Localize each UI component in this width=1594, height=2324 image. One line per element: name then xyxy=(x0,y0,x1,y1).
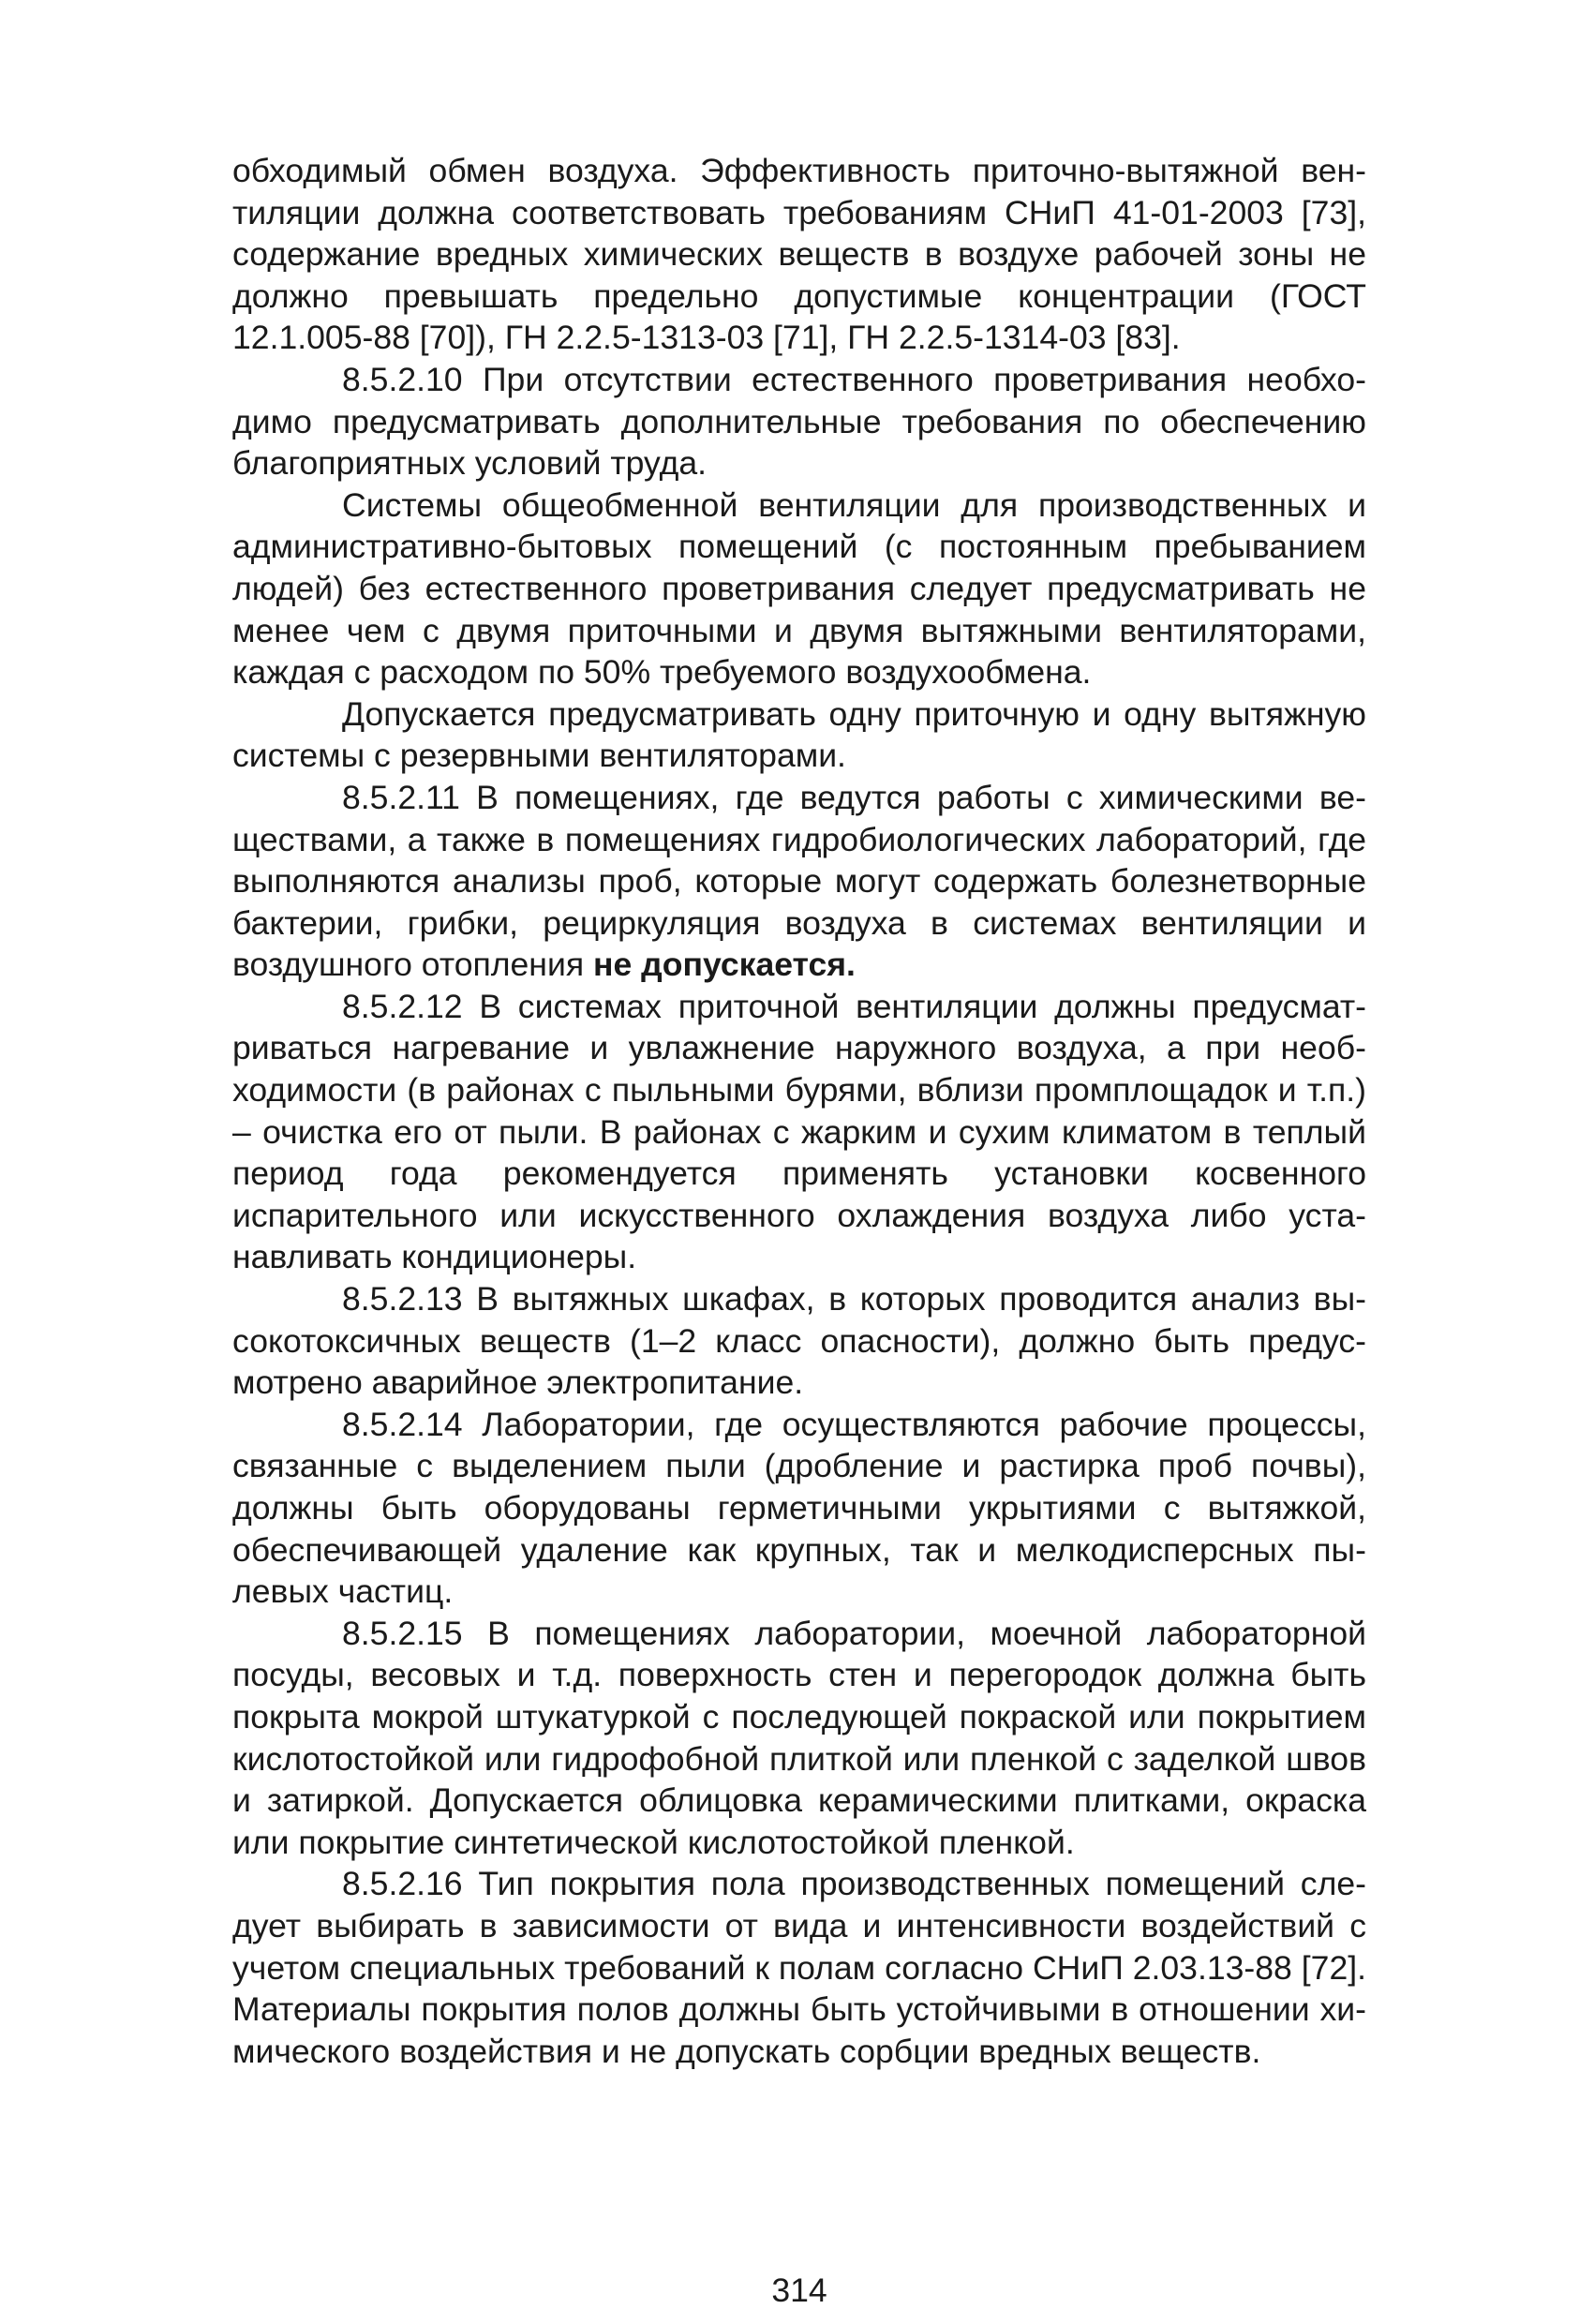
paragraph-continuation: обходимый обмен воздуха. Эффективность приточно-вытяжной вентиляции должна соответствовать требованиям СНиП 41-01-2003 [73], содержание вредных химических веществ в воздухе рабочей зоны не должно превышать предельно допустимые концентрации (ГОСТ 12.1.005-88 [70]), ГН 2.2.5-1313-03 [71], ГН 2.2.5-1314-03 [83]. xyxy=(232,152,1366,357)
paragraph-allowed-systems: Допускается предусматривать одну приточную и одну вытяжную системы с резервными вентиляторами. xyxy=(232,694,1366,775)
paragraph-ventilation-systems: Системы общеобменной вентиляции для производственных и административно-бытовых помещений (с постоянным пребыванием людей) без естественного проветривания следует предусматривать не менее чем с двумя приточными и двумя вытяжными вентиляторами, каждая с расходом по 50% требуемого воздухообмена. xyxy=(232,485,1366,692)
paragraph-8-5-2-11-text: 8.5.2.11 В помещениях, где ведутся работы с химическими веществами, а также в помещениях гидробиологических лабораторий, где выполняются анализы проб, которые могут содержать болезнетворные бактерии, грибки, рециркуляция воздуха в системах вентиляции и воздушного отопления xyxy=(232,778,1366,984)
body-text xyxy=(232,150,1366,2072)
paragraph-8-5-2-13: 8.5.2.13 В вытяжных шкафах, в которых проводится анализ высокотоксичных веществ (1–2 класс опасности), должно быть предусмотрено аварийное электропитание. xyxy=(232,1280,1366,1402)
paragraph-8-5-2-11-emphasis: не допускается. xyxy=(592,946,856,984)
paragraph-8-5-2-11 xyxy=(232,777,1366,986)
paragraph-8-5-2-15: 8.5.2.15 В помещениях лаборатории, моечной лабораторной посуды, весовых и т.д. поверхность стен и перегородок должна быть покрыта мокрой штукатуркой с последующей покраской или покрытием кислотостойкой или гидрофобной плиткой или пленкой с заделкой швов и затиркой. Допускается облицовка керамическими плитками, окраска или покрытие синтетической кислотостойкой пленкой. xyxy=(232,1614,1366,1861)
page-number: 314 xyxy=(771,2272,827,2309)
paragraph-8-5-2-12: 8.5.2.12 В системах приточной вентиляции должны предусматриваться нагревание и увлажнение наружного воздуха, а при необходимости (в районах с пыльными бурями, вблизи промплощадок и т.п.) – очистка его от пыли. В районах с жарким и сухим климатом в теплый период года рекомендуется применять установки косвенного испарительного или искусственного охлаждения воздуха либо устанавливать кондиционеры. xyxy=(232,987,1366,1276)
paragraph-8-5-2-10: 8.5.2.10 При отсутствии естественного проветривания необходимо предусматривать дополнительные требования по обеспечению благоприятных условий труда. xyxy=(232,360,1366,483)
paragraph-8-5-2-14: 8.5.2.14 Лаборатории, где осуществляются рабочие процессы, связанные с выделением пыли (дробление и растирка проб почвы), должны быть оборудованы герметичными укрытиями с вытяжкой, обеспечивающей удаление как крупных, так и мелкодисперсных пылевых частиц. xyxy=(232,1405,1366,1611)
paragraph-8-5-2-16: 8.5.2.16 Тип покрытия пола производственных помещений следует выбирать в зависимости от вида и интенсивности воздействий с учетом специальных требований к полам согласно СНиП 2.03.13-88 [72]. Материалы покрытия полов должны быть устойчивыми в отношении химического воздействия и не допускать сорбции вредных веществ. xyxy=(232,1865,1366,2070)
document-page xyxy=(232,150,1366,2309)
